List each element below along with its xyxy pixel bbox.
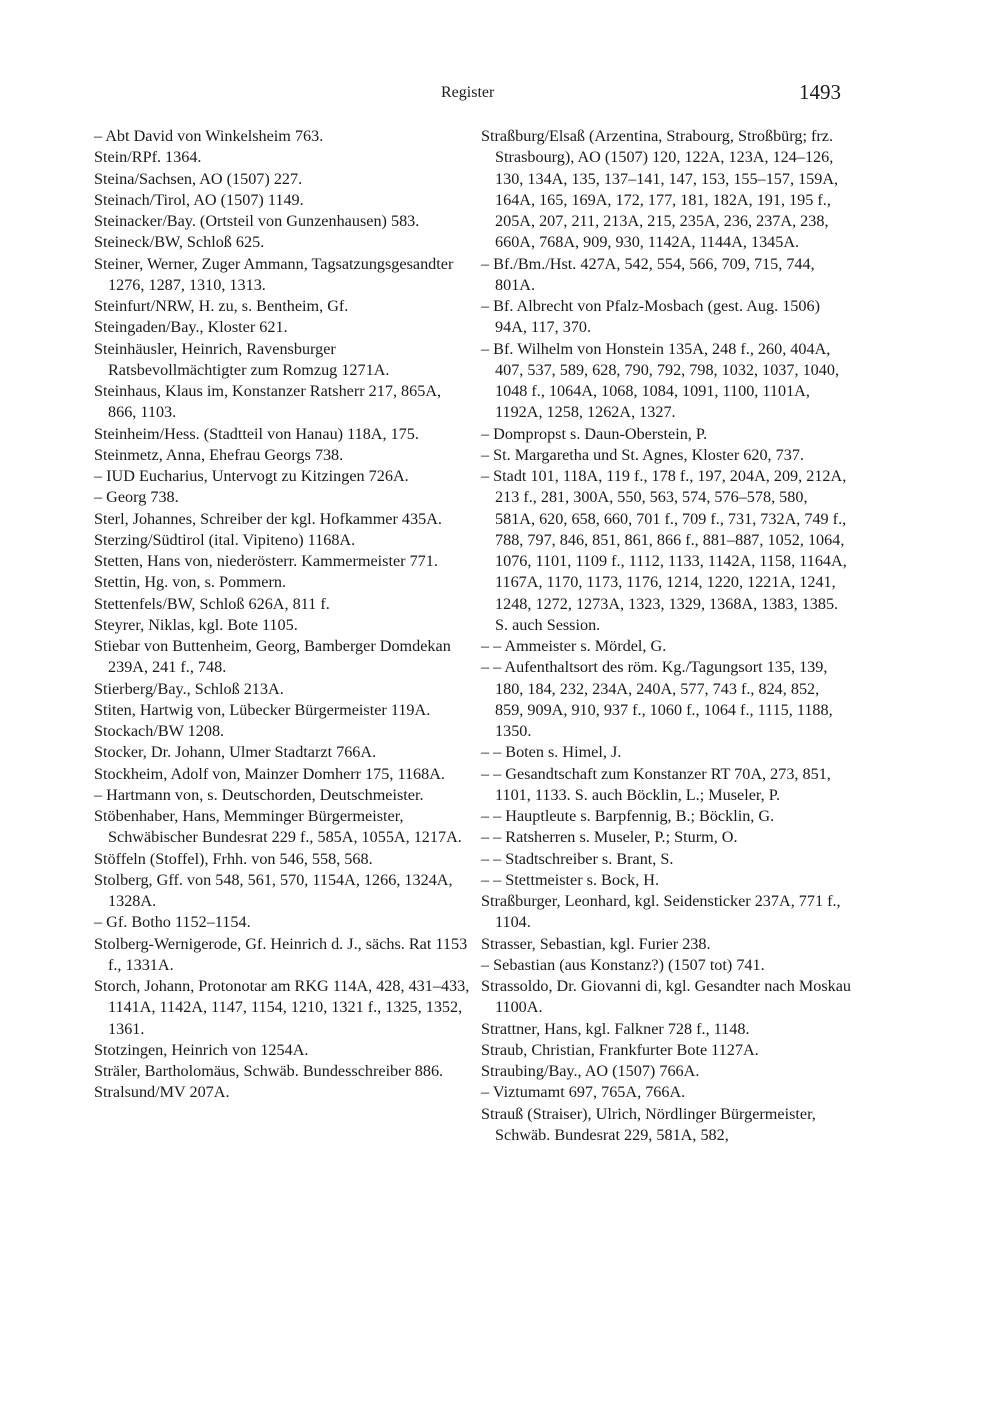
index-entry: Stolberg, Gff. von 548, 561, 570, 1154A, 1266, 1324A, 1328A. [94,870,453,910]
index-entry: – Bf./Bm./Hst. 427A, 542, 554, 566, 709, 715, 744, 801A. [481,254,815,294]
index-entry: – Gf. Botho 1152–1154. [94,913,251,932]
index-entry: – Bf. Albrecht von Pfalz-Mosbach (gest. Aug. 1506) 94A, 117, 370. [481,297,820,337]
index-entry: – – Stettmeister s. Bock, H. [481,870,660,889]
index-entry: Steyrer, Niklas, kgl. Bote 1105. [94,615,298,634]
index-entry: – – Ratsherren s. Museler, P.; Sturm, O. [481,828,738,847]
index-entry: Strauß (Straiser), Ulrich, Nördlinger Bürgermeister, Schwäb. Bundesrat 229, 581A, 582, [481,1104,816,1144]
index-entry: – Hartmann von, s. Deutschorden, Deutschmeister. [94,785,424,804]
index-entry: Sterzing/Südtirol (ital. Vipiteno) 1168A. [94,530,356,549]
index-entry: Storch, Johann, Protonotar am RKG 114A, 428, 431–433, 1141A, 1142A, 1147, 1154, 1210, 1321 f., 1325, 1352, 1361. [94,977,470,1038]
index-entry: – Bf. Wilhelm von Honstein 135A, 248 f., 260, 404A, 407, 537, 589, 628, 790, 792, 798, 1032, 1037, 1040, 1048 f., 1064A, 1068, 1084, 1091, 1100, 1101A, 1192A, 1258, 1262A, 1327. [481,339,839,422]
index-entry: Stöbenhaber, Hans, Memminger Bürgermeister, Schwäbischer Bundesrat 229 f., 585A, 1055A, 1217A. [94,807,462,847]
index-entry: – Georg 738. [94,488,179,507]
index-column-left [94,126,472,1104]
index-entry: Steingaden/Bay., Kloster 621. [94,318,288,337]
index-entry: Stöffeln (Stoffel), Frhh. von 546, 558, 568. [94,849,373,868]
index-entry: Stettin, Hg. von, s. Pommern. [94,573,287,592]
index-entry: – Abt David von Winkelsheim 763. [94,127,324,145]
index-entry: – St. Margaretha und St. Agnes, Kloster 620, 737. [481,445,804,464]
index-entry: Steinmetz, Anna, Ehefrau Georgs 738. [94,445,344,464]
index-entry: Straubing/Bay., AO (1507) 766A. [481,1062,700,1080]
index-entry: – IUD Eucharius, Untervogt zu Kitzingen 726A. [94,467,409,485]
index-column-right [481,126,851,1146]
index-entry: Stralsund/MV 207A. [94,1083,230,1102]
index-entry: Strattner, Hans, kgl. Falkner 728 f., 1148. [481,1019,750,1038]
index-entry: Steina/Sachsen, AO (1507) 227. [94,169,303,188]
index-entry: Steinhäusler, Heinrich, Ravensburger Ratsbevollmächtigter zum Romzug 1271A. [94,339,390,379]
index-entry: Steinach/Tirol, AO (1507) 1149. [94,190,304,209]
index-entry: Straßburg/Elsaß (Arzentina, Strabourg, Stroßbürg; frz. Strasbourg), AO (1507) 120, 122A, 123A, 124–126, 130, 134A, 135, 137–141, 147, 153, 155–157, 159A, 164A, 165, 169A, 172, 177, 181, 182A, 191, 195 f., 205A, 207, 211, 213A, 215, 235A, 236, 237A, 238, 660A, 768A, 909, 930, 1142A, 1144A, 1345A. [481,127,839,252]
index-entry: Stolberg-Wernigerode, Gf. Heinrich d. J., sächs. Rat 1153 f., 1331A. [94,934,468,974]
index-entry: Strasser, Sebastian, kgl. Furier 238. [481,934,711,953]
index-entry: Steinhaus, Klaus im, Konstanzer Ratsherr 217, 865A, 866, 1103. [94,382,442,422]
index-entry: Stiebar von Buttenheim, Georg, Bamberger Domdekan 239A, 241 f., 748. [94,637,451,677]
index-entry: Stockach/BW 1208. [94,722,225,740]
index-entry: – – Ammeister s. Mördel, G. [481,637,667,655]
index-entry: Straßburger, Leonhard, kgl. Seidensticker 237A, 771 f., 1104. [481,892,841,932]
index-entry: Stiten, Hartwig von, Lübecker Bürgermeister 119A. [94,700,431,719]
index-entry: – Dompropst s. Daun-Oberstein, P. [481,424,708,443]
index-entry: – – Aufenthaltsort des röm. Kg./Tagungsort 135, 139, 180, 184, 232, 234A, 240A, 577, 743 f., 824, 852, 859, 909A, 910, 937 f., 1060 f., 1064 f., 1115, 1188, 1350. [481,658,833,740]
index-entry: Straub, Christian, Frankfurter Bote 1127A. [481,1040,759,1059]
index-entry: Strassoldo, Dr. Giovanni di, kgl. Gesandter nach Moskau 1100A. [481,977,852,1017]
index-entry: Stockheim, Adolf von, Mainzer Domherr 175, 1168A. [94,764,445,783]
page-number: 1493 [799,80,841,104]
index-entry: Steinheim/Hess. (Stadtteil von Hanau) 118A, 175. [94,424,419,443]
index-entry: – Viztumamt 697, 765A, 766A. [481,1083,686,1102]
index-entry: Steinfurt/NRW, H. zu, s. Bentheim, Gf. [94,297,349,315]
index-entry: Stocker, Dr. Johann, Ulmer Stadtarzt 766A. [94,743,377,762]
index-entry: Steineck/BW, Schloß 625. [94,233,265,252]
index-entry: – Sebastian (aus Konstanz?) (1507 tot) 741. [481,955,765,974]
index-entry: Sträler, Bartholomäus, Schwäb. Bundesschreiber 886. [94,1062,444,1080]
index-entry: Steiner, Werner, Zuger Ammann, Tagsatzungsgesandter 1276, 1287, 1310, 1313. [94,254,454,294]
index-entry: Stein/RPf. 1364. [94,148,202,167]
page-title: Register [441,84,495,101]
index-entry: Steinacker/Bay. (Ortsteil von Gunzenhausen) 583. [94,212,420,230]
index-entry: – – Gesandtschaft zum Konstanzer RT 70A, 273, 851, 1101, 1133. S. auch Böcklin, L.; Museler, P. [481,764,831,804]
index-entry: – – Stadtschreiber s. Brant, S. [481,849,674,868]
index-entry: Stierberg/Bay., Schloß 213A. [94,679,284,698]
index-entry: Stettenfels/BW, Schloß 626A, 811 f. [94,594,330,613]
index-entry: Stotzingen, Heinrich von 1254A. [94,1040,309,1059]
index-entry: Stetten, Hans von, niederösterr. Kammermeister 771. [94,552,438,570]
index-entry: – – Hauptleute s. Barpfennig, B.; Böcklin, G. [481,807,775,825]
index-entry: – Stadt 101, 118A, 119 f., 178 f., 197, 204A, 209, 212A, 213 f., 281, 300A, 550, 563, 574, 576–578, 580, 581A, 620, 658, 660, 701 f., 709 f., 731, 732A, 749 f., 788, 797, 846, 851, 861, 866 f., 881–887, 1052, 1064, 1076, 1101, 1109 f., 1112, 1133, 1142A, 1158, 1164A, 1167A, 1170, 1173, 1176, 1214, 1220, 1221A, 1241, 1248, 1272, 1273A, 1323, 1329, 1368A, 1383, 1385. S. auch Session. [481,467,847,634]
index-entry: – – Boten s. Himel, J. [481,743,622,762]
index-entry: Sterl, Johannes, Schreiber der kgl. Hofkammer 435A. [94,509,442,528]
